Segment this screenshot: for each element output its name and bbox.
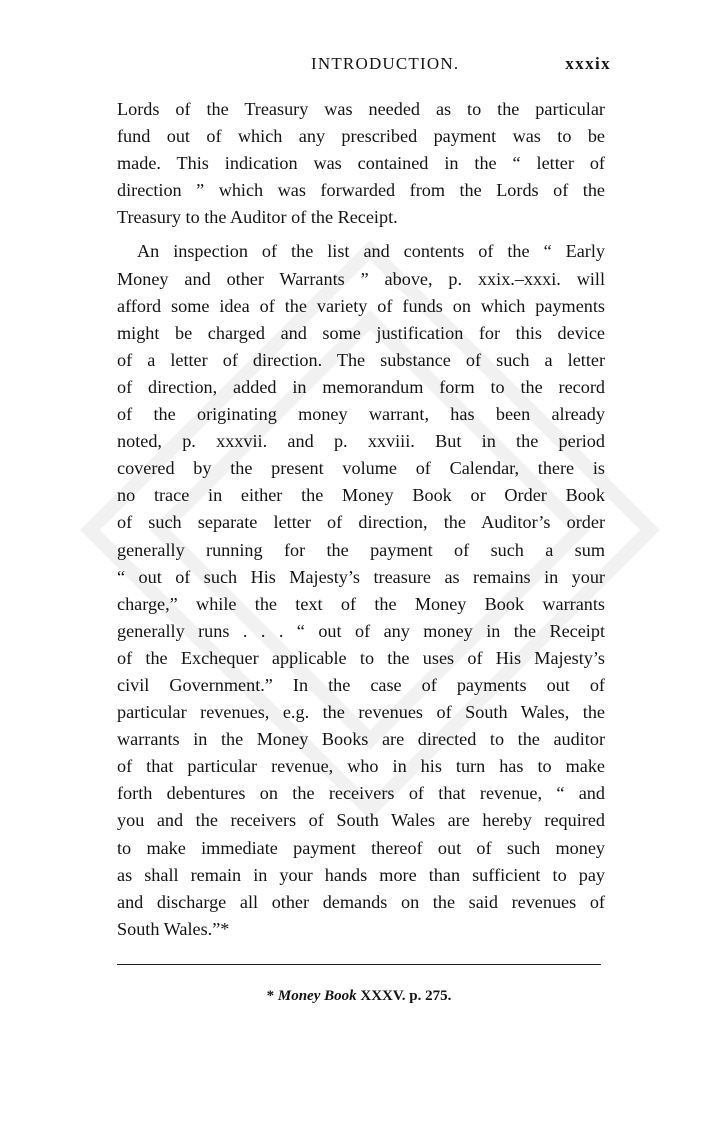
running-title: INTRODUCTION. — [311, 54, 460, 73]
paragraph-gap — [117, 231, 605, 238]
text-line: generally running for the payment of such a sum — [117, 539, 605, 560]
text-line: as shall remain in your hands more than sufficient to pay — [117, 864, 605, 885]
text-line: of such separate letter of direction, the Auditor’s order — [117, 512, 605, 533]
text-line: of that particular revenue, who in his turn has to make — [117, 756, 605, 777]
text-line: made. This indication was contained in the “ letter of — [117, 153, 605, 174]
text-line: you and the receivers of South Wales are hereby required — [117, 810, 605, 831]
text-line: Lords of the Treasury was needed as to the particular — [117, 99, 605, 119]
text-line: of the Exchequer applicable to the uses of His Majesty’s — [117, 647, 605, 668]
footnote-source: Money Book — [277, 988, 357, 1004]
page-number: xxxix — [565, 54, 611, 73]
text-line: Money and other Warrants ” above, p. xxix.–xxxi. will — [117, 268, 605, 289]
text-line: “ out of such His Majesty’s treasure as remains in your — [117, 566, 605, 587]
text-line: South Wales.”* — [117, 918, 230, 939]
body-text — [117, 96, 605, 943]
footnote-rule — [117, 964, 601, 965]
text-line: might be charged and some justification for this device — [117, 322, 605, 343]
text-line: covered by the present volume of Calendar, there is — [117, 458, 605, 479]
text-line: of the originating money warrant, has been already — [117, 404, 605, 425]
text-line: civil Government.” In the case of payments out of — [117, 674, 605, 695]
text-line: direction ” which was forwarded from the Lords of the — [117, 180, 605, 201]
text-line: of a letter of direction. The substance of such a letter — [117, 349, 605, 370]
text-line: afford some idea of the variety of funds on which payments — [117, 295, 605, 316]
footnote-reference: XXXV. p. 275. — [360, 988, 452, 1004]
text-line: to make immediate payment thereof out of such money — [117, 837, 605, 858]
text-line: generally runs . . . “ out of any money in the Receipt — [117, 620, 605, 641]
paragraph — [117, 96, 605, 231]
text-line: particular revenues, e.g. the revenues of South Wales, the — [117, 702, 605, 723]
paragraph — [117, 238, 605, 942]
text-line: warrants in the Money Books are directed to the auditor — [117, 729, 605, 750]
text-line: noted, p. xxxvii. and p. xxviii. But in the period — [117, 431, 605, 452]
text-line: charge,” while the text of the Money Book warrants — [117, 593, 605, 614]
footnote-marker: * — [266, 988, 275, 1004]
text-line: no trace in either the Money Book or Order Book — [117, 485, 605, 506]
text-line: An inspection of the list and contents of the “ Early — [137, 241, 605, 262]
text-line: forth debentures on the receivers of that revenue, “ and — [117, 783, 605, 804]
footnote — [117, 988, 601, 1005]
text-line: and discharge all other demands on the said revenues of — [117, 891, 605, 912]
running-head — [113, 54, 611, 80]
text-line: of direction, added in memorandum form to the record — [117, 376, 605, 397]
text-line: fund out of which any prescribed payment was to be — [117, 126, 605, 147]
text-line: Treasury to the Auditor of the Receipt. — [117, 207, 398, 228]
